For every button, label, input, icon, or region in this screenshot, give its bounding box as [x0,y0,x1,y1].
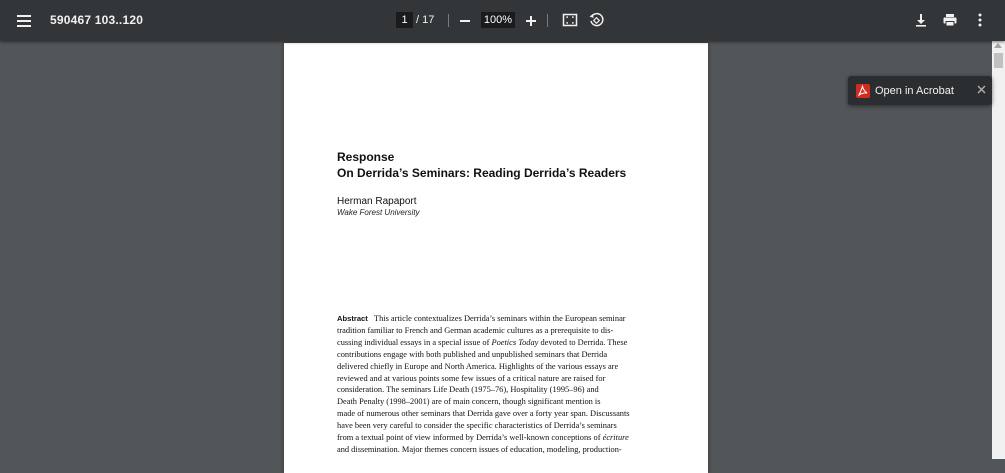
abstract-label: Abstract [337,314,368,323]
article-kicker: Response [337,150,395,164]
abstract-line: Abstract This article contextualizes Derrida’s seminars within the European seminar [337,314,626,323]
page-number-input[interactable]: 1 [396,12,413,28]
abstract-line: reviewed and at various points some few issues of a critical nature are raised for [337,373,606,383]
abstract-line: delivered chiefly in Europe and North America. Highlights of the various essays are [337,361,619,371]
abstract [337,313,643,456]
scrollbar-thumb[interactable] [994,53,1003,68]
document-title: 590467 103..120 [50,13,144,27]
toolbar-divider [547,14,548,27]
print-icon[interactable] [942,12,958,28]
open-in-acrobat-popup [848,76,992,105]
abstract-line: and dissemination. Major themes concern issues of education, modeling, production- [337,444,622,454]
pdf-page [284,43,708,473]
abstract-line: consideration. The seminars Life Death (1975–76), Hospitality (1995–96) and [337,385,599,395]
abstract-line: cussing individual essays in a special issue of Poetics Today devoted to Derrida. These [337,337,628,347]
pdf-toolbar [0,0,1005,41]
abstract-line: tradition familiar to French and German academic cultures as a prerequisite to dis- [337,325,614,335]
zoom-in-icon[interactable] [524,14,538,28]
toolbar-divider [448,14,449,27]
open-in-acrobat-button[interactable]: Open in Acrobat [875,85,954,97]
abstract-line: Death Penalty (1998–2001) are of main concern, though significant mention is [337,397,601,407]
more-vert-icon[interactable] [972,12,988,28]
rotate-icon[interactable] [588,12,604,28]
abstract-line: have been very careful to consider the specific characteristics of Derrida’s seminars [337,421,617,431]
download-icon[interactable] [913,12,929,28]
author-name: Herman Rapaport [337,196,417,207]
abstract-line: contributions engage with both published and unpublished seminars that Derrida [337,349,608,359]
journal-name: Poetics Today [491,337,539,347]
abstract-line: made of numerous other seminars that Derrida gave over a forty year span. Discussants [337,409,630,419]
article-title: On Derrida’s Seminars: Reading Derrida’s Readers [337,166,627,180]
ecriture-term: écriture [602,433,629,443]
menu-icon[interactable] [14,11,34,31]
zoom-out-icon[interactable] [458,14,472,28]
author-affiliation: Wake Forest University [337,208,420,217]
zoom-level-input[interactable]: 100% [481,12,515,28]
page-total: / 17 [416,14,435,26]
close-icon[interactable] [976,84,987,95]
fit-to-page-icon[interactable] [562,12,578,28]
vertical-scrollbar[interactable] [992,41,1005,459]
acrobat-pdf-icon [856,84,870,98]
abstract-line: from a textual point of view informed by Derrida’s well-known conceptions of écriture [337,433,629,443]
scroll-up-arrow-icon[interactable] [994,43,1002,48]
